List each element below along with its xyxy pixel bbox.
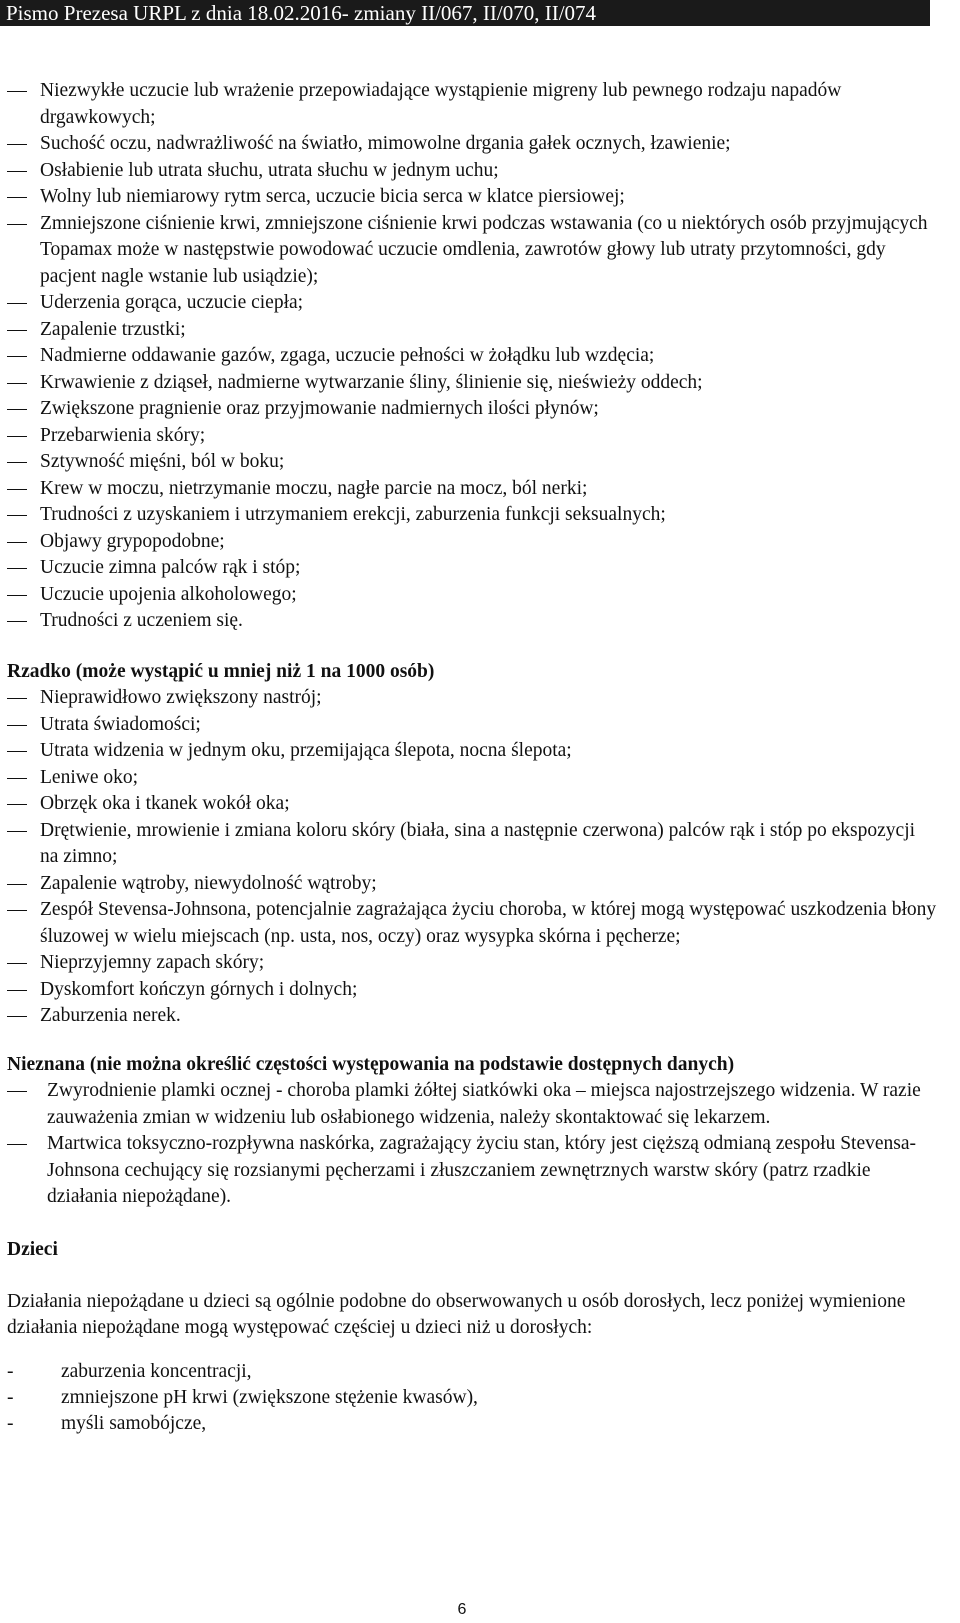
dash-bullet xyxy=(7,778,27,779)
list-item xyxy=(7,582,937,609)
list-item xyxy=(7,555,937,582)
list-item-text: Uczucie zimna palców rąk i stóp; xyxy=(40,557,301,578)
list-item-text: Niezwykłe uczucie lub wrażenie przepowiadające wystąpienie migreny lub pewnego rodzaju napadów drgawkowych; xyxy=(40,80,842,128)
hyphen-bullet: - xyxy=(7,1361,14,1382)
rare-list-item-text: Nieprawidłowo zwiększony nastrój; xyxy=(40,687,322,708)
rare-list-item xyxy=(7,1003,937,1030)
dash-bullet xyxy=(7,144,27,145)
dash-bullet xyxy=(7,462,27,463)
hyphen-bullet: - xyxy=(7,1413,14,1434)
list-item xyxy=(7,502,937,529)
unknown-list-item xyxy=(7,1078,937,1131)
dash-bullet xyxy=(7,409,27,410)
children-list-item-text: zaburzenia koncentracji, xyxy=(61,1361,252,1382)
children-paragraph: Działania niepożądane u dzieci są ogólnie podobne do obserwowanych u osób dorosłych, lecz poniżej wymienione działania niepożądane mogą występować częściej u dzieci niż u dorosłych: xyxy=(7,1291,906,1338)
rare-list-item-text: Utrata świadomości; xyxy=(40,713,201,735)
rare-list-item xyxy=(7,685,937,712)
rare-list-item xyxy=(7,977,937,1004)
unknown-frequency-list xyxy=(7,1078,937,1211)
list-item-text: Krwawienie z dziąseł, nadmierne wytwarzanie śliny, ślinienie się, nieświeży oddech; xyxy=(40,371,703,393)
rare-side-effects-list xyxy=(7,685,937,1030)
dash-bullet xyxy=(7,595,27,596)
list-item xyxy=(7,529,937,556)
list-item xyxy=(7,184,937,211)
dash-bullet xyxy=(7,224,27,225)
rare-list-item xyxy=(7,950,937,977)
list-item-text: Nadmierne oddawanie gazów, zgaga, uczucie pełności w żołądku lub wzdęcia; xyxy=(40,345,655,366)
dash-bullet xyxy=(7,621,27,622)
rare-list-item-text: Zapalenie wątroby, niewydolność wątroby; xyxy=(40,872,377,894)
dash-bullet xyxy=(7,542,27,543)
list-item xyxy=(7,423,937,450)
list-item-text: Sztywność mięśni, ból w boku; xyxy=(40,451,285,472)
list-item xyxy=(7,608,937,635)
dash-bullet xyxy=(7,884,27,885)
dash-bullet xyxy=(7,698,27,699)
rare-list-item-text: Zaburzenia nerek. xyxy=(40,1005,181,1026)
unknown-list-item-text: Zwyrodnienie plamki ocznej - choroba plamki żółtej siatkówki oka – miejsca najostrzejszego widzenia. W razie zauważenia zmian w widzeniu lub osłabionego widzenia, należy skontaktować się lekarzem. xyxy=(47,1080,921,1128)
list-item-text: Przebarwienia skóry; xyxy=(40,424,206,446)
dash-bullet xyxy=(7,751,27,752)
children-section-title: Dzieci xyxy=(7,1238,58,1260)
dash-bullet xyxy=(7,489,27,490)
dash-bullet xyxy=(7,1144,27,1145)
list-item xyxy=(7,211,937,291)
list-item xyxy=(7,449,937,476)
list-item xyxy=(7,370,937,397)
list-item-text: Wolny lub niemiarowy rytm serca, uczucie bicia serca w klatce piersiowej; xyxy=(40,186,625,207)
side-effects-list-continued xyxy=(7,78,937,635)
children-list-item xyxy=(7,1385,937,1411)
list-item xyxy=(7,290,937,317)
dash-bullet xyxy=(7,171,27,172)
list-item xyxy=(7,396,937,423)
rare-list-item xyxy=(7,738,937,765)
dash-bullet xyxy=(7,91,27,92)
unknown-section-title: Nieznana (nie można określić częstości występowania na podstawie dostępnych danych) xyxy=(7,1053,735,1075)
rare-list-item-text: Obrzęk oka i tkanek wokół oka; xyxy=(40,793,290,814)
rare-list-item xyxy=(7,712,937,739)
list-item xyxy=(7,158,937,185)
children-list-item xyxy=(7,1359,937,1385)
list-item-text: Uczucie upojenia alkoholowego; xyxy=(40,583,297,605)
rare-list-item xyxy=(7,791,937,818)
dash-bullet xyxy=(7,1016,27,1017)
document-header xyxy=(0,0,930,26)
dash-bullet xyxy=(7,568,27,569)
unknown-list-item-text: Martwica toksyczno-rozpływna naskórka, zagrażający życiu stan, który jest cięższą odmianą zespołu Stevensa-Johnsona cechujący się rozsianymi pęcherzami i złuszczaniem zewnętrznych warstw skóry (patrz rzadkie działania niepożądane). xyxy=(47,1133,917,1207)
rare-list-item xyxy=(7,818,937,871)
rare-list-item xyxy=(7,897,937,950)
list-item-text: Trudności z uczeniem się. xyxy=(40,610,243,631)
list-item-text: Suchość oczu, nadwrażliwość na światło, mimowolne drgania gałek ocznych, łzawienie; xyxy=(40,133,731,154)
dash-bullet xyxy=(7,515,27,516)
dash-bullet xyxy=(7,330,27,331)
dash-bullet xyxy=(7,356,27,357)
dash-bullet xyxy=(7,990,27,991)
dash-bullet xyxy=(7,383,27,384)
list-item-text: Zwiększone pragnienie oraz przyjmowanie nadmiernych ilości płynów; xyxy=(40,398,599,419)
rare-list-item-text: Zespół Stevensa-Johnsona, potencjalnie zagrażająca życiu choroba, w której mogą występować uszkodzenia błony śluzowej w wielu miejscach (np. usta, nos, oczy) oraz wysypka skórna i pęcherze; xyxy=(40,899,937,947)
document-body xyxy=(7,78,937,1437)
list-item xyxy=(7,78,937,131)
children-list-item-text: zmniejszone pH krwi (zwiększone stężenie kwasów), xyxy=(61,1387,478,1408)
hyphen-bullet: - xyxy=(7,1387,14,1408)
dash-bullet xyxy=(7,436,27,437)
children-list-item-text: myśli samobójcze, xyxy=(61,1413,207,1434)
rare-list-item-text: Drętwienie, mrowienie i zmiana koloru skóry (biała, sina a następnie czerwona) palców rąk i stóp po ekspozycji na zimno; xyxy=(40,819,916,867)
dash-bullet xyxy=(7,725,27,726)
list-item xyxy=(7,131,937,158)
dash-bullet xyxy=(7,804,27,805)
dash-bullet xyxy=(7,1091,27,1092)
dash-bullet xyxy=(7,963,27,964)
rare-list-item xyxy=(7,871,937,898)
dash-bullet xyxy=(7,910,27,911)
list-item-text: Krew w moczu, nietrzymanie moczu, nagłe parcie na mocz, ból nerki; xyxy=(40,477,588,499)
list-item-text: Objawy grypopodobne; xyxy=(40,530,225,552)
list-item xyxy=(7,317,937,344)
header-title: Pismo Prezesa URPL z dnia 18.02.2016- zmiany II/067, II/070, II/074 xyxy=(6,1,597,25)
list-item-text: Zapalenie trzustki; xyxy=(40,318,186,340)
rare-list-item-text: Nieprzyjemny zapach skóry; xyxy=(40,952,265,973)
rare-section-title: Rzadko (może wystąpić u mniej niż 1 na 1000 osób) xyxy=(7,660,435,682)
list-item-text: Uderzenia gorąca, uczucie ciepła; xyxy=(40,292,304,313)
rare-list-item-text: Leniwe oko; xyxy=(40,766,139,788)
list-item xyxy=(7,343,937,370)
children-side-effects-list xyxy=(7,1359,937,1437)
list-item-text: Zmniejszone ciśnienie krwi, zmniejszone ciśnienie krwi podczas wstawania (co u niektórych osób przyjmujących Topamax może w następstwie powodować uczucie omdlenia, zawrotów głowy lub utraty przytomności, gdy pacjent nagle wstanie lub usiądzie); xyxy=(40,212,928,287)
rare-list-item xyxy=(7,765,937,792)
list-item xyxy=(7,476,937,503)
dash-bullet xyxy=(7,197,27,198)
list-item-text: Osłabienie lub utrata słuchu, utrata słuchu w jednym uchu; xyxy=(40,159,499,181)
rare-list-item-text: Utrata widzenia w jednym oku, przemijająca ślepota, nocna ślepota; xyxy=(40,740,572,761)
rare-list-item-text: Dyskomfort kończyn górnych i dolnych; xyxy=(40,978,358,1000)
unknown-list-item xyxy=(7,1131,937,1211)
dash-bullet xyxy=(7,831,27,832)
dash-bullet xyxy=(7,303,27,304)
list-item-text: Trudności z uzyskaniem i utrzymaniem erekcji, zaburzenia funkcji seksualnych; xyxy=(40,504,666,525)
page-number: 6 xyxy=(457,1601,467,1618)
children-list-item xyxy=(7,1411,937,1437)
